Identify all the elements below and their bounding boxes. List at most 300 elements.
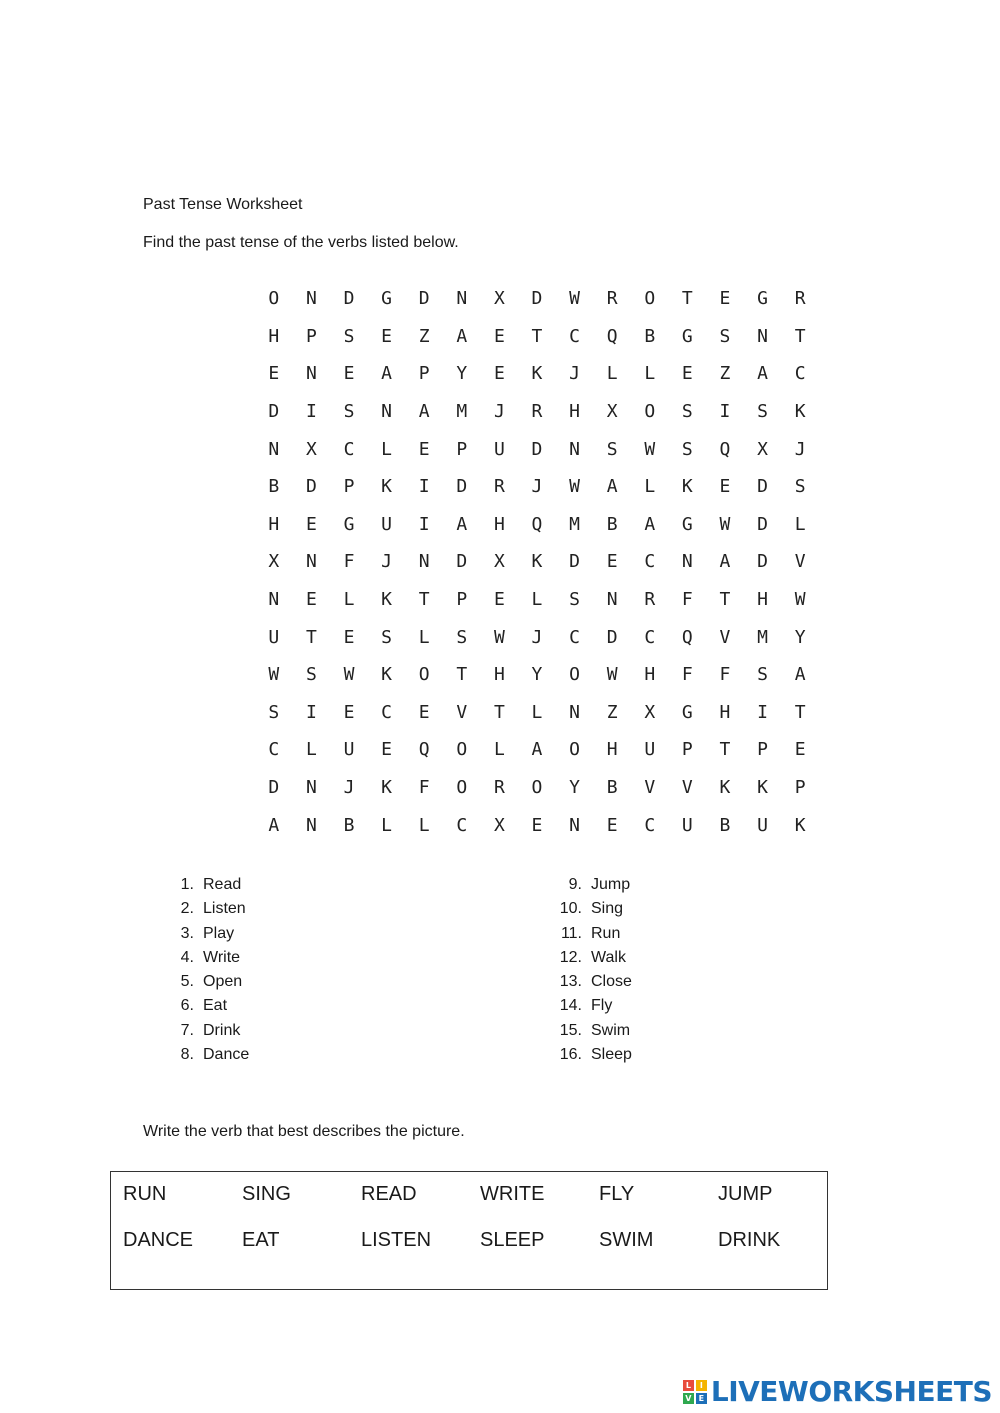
grid-letter[interactable]: F xyxy=(418,777,430,799)
grid-letter[interactable]: V xyxy=(794,551,806,573)
grid-letter[interactable]: C xyxy=(456,814,468,836)
grid-letter[interactable]: H xyxy=(644,664,656,686)
grid-letter[interactable]: X xyxy=(644,701,656,723)
grid-letter[interactable]: W xyxy=(569,288,580,310)
grid-letter[interactable]: K xyxy=(757,777,768,799)
word-list-item xyxy=(160,899,249,923)
grid-letter[interactable]: N xyxy=(569,701,580,723)
grid-letter[interactable]: L xyxy=(794,513,806,535)
item-number: 12. xyxy=(559,948,582,966)
grid-letter[interactable]: A xyxy=(606,476,618,498)
grid-letter[interactable]: F xyxy=(681,589,693,611)
grid-letter[interactable]: I xyxy=(418,476,430,498)
verb-bank-word: FLY xyxy=(599,1183,635,1205)
grid-letter[interactable]: Q xyxy=(531,513,543,535)
grid-letter[interactable]: D xyxy=(456,476,468,498)
item-word: Jump xyxy=(591,876,631,893)
word-list-item xyxy=(548,996,632,1020)
grid-letter[interactable]: Q xyxy=(418,739,430,761)
grid-letter[interactable]: S xyxy=(681,438,693,460)
item-word: Read xyxy=(203,876,242,893)
grid-letter[interactable]: Z xyxy=(719,363,731,385)
grid-letter[interactable]: J xyxy=(569,363,580,385)
grid-letter[interactable]: A xyxy=(268,814,280,836)
grid-letter[interactable]: N xyxy=(569,438,580,460)
liveworksheets-brand[interactable] xyxy=(683,1375,992,1408)
grid-letter[interactable]: N xyxy=(305,288,317,310)
grid-letter[interactable]: X xyxy=(493,288,505,310)
grid-letter[interactable]: K xyxy=(381,777,392,799)
grid-letter[interactable]: U xyxy=(268,626,280,648)
verb-bank-word: READ xyxy=(361,1183,417,1205)
grid-letter[interactable]: D xyxy=(606,626,618,648)
grid-letter[interactable]: V xyxy=(719,626,731,648)
grid-letter[interactable]: J xyxy=(381,551,392,573)
word-list-item xyxy=(548,1021,632,1045)
grid-letter[interactable]: W xyxy=(569,476,580,498)
grid-letter[interactable]: I xyxy=(305,401,317,423)
grid-letter[interactable]: E xyxy=(381,739,392,761)
grid-letter[interactable]: O xyxy=(644,288,656,310)
grid-letter[interactable]: E xyxy=(606,551,618,573)
grid-letter[interactable]: T xyxy=(418,589,430,611)
grid-letter[interactable]: P xyxy=(794,777,806,799)
grid-letter[interactable]: P xyxy=(305,325,317,347)
grid-letter[interactable]: L xyxy=(381,814,392,836)
grid-letter[interactable]: Q xyxy=(681,626,693,648)
verb-bank-word: DANCE xyxy=(123,1229,194,1251)
grid-letter[interactable]: D xyxy=(418,288,430,310)
item-number: 8. xyxy=(180,1046,194,1064)
verb-bank-box xyxy=(110,1171,828,1290)
item-number: 9. xyxy=(568,876,582,893)
grid-letter[interactable]: L xyxy=(531,701,543,723)
grid-letter[interactable]: J xyxy=(343,777,355,799)
item-word: Listen xyxy=(203,900,246,918)
grid-letter[interactable]: H xyxy=(493,664,505,686)
grid-letter[interactable]: E xyxy=(305,589,317,611)
grid-letter[interactable]: Z xyxy=(418,325,430,347)
word-list-item xyxy=(160,948,249,972)
grid-letter[interactable]: E xyxy=(719,288,731,310)
grid-letter[interactable]: K xyxy=(381,664,392,686)
grid-letter[interactable]: I xyxy=(757,701,768,723)
logo-letter-square: I xyxy=(696,1380,707,1391)
grid-letter[interactable]: X xyxy=(493,551,505,573)
grid-letter[interactable]: S xyxy=(757,664,768,686)
grid-letter[interactable]: N xyxy=(268,589,280,611)
grid-letter[interactable]: R xyxy=(531,401,543,423)
verb-bank-word: SING xyxy=(242,1183,291,1205)
item-number: 7. xyxy=(180,1021,194,1039)
word-list-right xyxy=(548,875,632,1069)
grid-letter[interactable]: E xyxy=(794,739,806,761)
verb-bank-word: LISTEN xyxy=(361,1229,432,1251)
grid-letter[interactable]: C xyxy=(569,626,580,648)
grid-letter[interactable]: S xyxy=(305,664,317,686)
grid-letter[interactable]: Y xyxy=(531,664,543,686)
grid-letter[interactable]: E xyxy=(343,701,355,723)
grid-letter[interactable]: E xyxy=(343,363,355,385)
grid-letter[interactable]: U xyxy=(644,739,656,761)
grid-letter[interactable]: K xyxy=(531,551,543,573)
grid-letter[interactable]: D xyxy=(456,551,468,573)
grid-letter[interactable]: U xyxy=(493,438,505,460)
grid-letter[interactable]: N xyxy=(268,438,280,460)
item-word: Open xyxy=(203,973,243,991)
item-word: Eat xyxy=(203,997,228,1015)
grid-letter[interactable]: E xyxy=(493,363,505,385)
grid-letter[interactable]: G xyxy=(381,288,392,310)
grid-letter[interactable]: D xyxy=(757,513,768,535)
grid-letter[interactable]: S xyxy=(456,626,468,648)
grid-letter[interactable]: X xyxy=(268,551,280,573)
verb-bank-word: RUN xyxy=(123,1183,167,1205)
grid-letter[interactable]: K xyxy=(381,476,392,498)
grid-letter[interactable]: H xyxy=(719,701,731,723)
grid-letter[interactable]: K xyxy=(531,363,543,385)
grid-letter[interactable]: A xyxy=(757,363,768,385)
liveworksheets-logo-icon xyxy=(683,1380,707,1404)
item-number: 6. xyxy=(180,997,194,1015)
grid-letter[interactable]: W xyxy=(493,626,505,648)
grid-letter[interactable]: G xyxy=(681,513,693,535)
grid-letter[interactable]: U xyxy=(757,814,768,836)
item-word: Sing xyxy=(591,900,624,918)
grid-letter[interactable]: J xyxy=(531,476,543,498)
verb-bank-word: WRITE xyxy=(480,1183,545,1205)
grid-letter[interactable]: E xyxy=(606,814,618,836)
grid-letter[interactable]: A xyxy=(381,363,392,385)
grid-letter[interactable]: R xyxy=(493,476,505,498)
grid-letter[interactable]: H xyxy=(606,739,618,761)
grid-letter[interactable]: I xyxy=(418,513,430,535)
grid-letter[interactable]: P xyxy=(757,739,768,761)
grid-letter[interactable]: L xyxy=(418,814,430,836)
grid-letter[interactable]: O xyxy=(456,739,468,761)
grid-letter[interactable]: V xyxy=(644,777,656,799)
grid-letter[interactable]: B xyxy=(343,814,355,836)
grid-letter[interactable]: A xyxy=(456,513,468,535)
grid-letter[interactable]: M xyxy=(757,626,768,648)
grid-letter[interactable]: C xyxy=(268,739,280,761)
verb-bank-row xyxy=(123,1182,837,1206)
grid-letter[interactable]: R xyxy=(644,589,656,611)
grid-letter[interactable]: L xyxy=(493,739,505,761)
grid-letter[interactable]: P xyxy=(343,476,355,498)
grid-letter[interactable]: J xyxy=(493,401,505,423)
grid-letter[interactable]: X xyxy=(606,401,618,423)
word-list-item xyxy=(160,875,249,899)
grid-letter[interactable]: J xyxy=(531,626,543,648)
grid-letter[interactable]: P xyxy=(456,589,468,611)
grid-letter[interactable]: E xyxy=(381,325,392,347)
grid-letter[interactable]: B xyxy=(606,513,618,535)
word-list-item xyxy=(548,899,632,923)
grid-letter[interactable]: N xyxy=(606,589,618,611)
item-number: 1. xyxy=(180,876,194,893)
grid-letter[interactable]: L xyxy=(606,363,618,385)
grid-letter[interactable]: W xyxy=(606,664,618,686)
item-word: Dance xyxy=(203,1046,250,1064)
grid-letter[interactable]: W xyxy=(719,513,731,535)
grid-letter[interactable]: W xyxy=(794,589,806,611)
item-word: Drink xyxy=(203,1021,241,1039)
word-list-item xyxy=(160,1021,249,1045)
grid-letter[interactable]: L xyxy=(343,589,355,611)
grid-letter[interactable]: H xyxy=(268,513,280,535)
verb-bank-word: DRINK xyxy=(718,1229,781,1251)
grid-letter[interactable]: F xyxy=(343,551,355,573)
grid-letter[interactable]: S xyxy=(381,626,392,648)
word-list-item xyxy=(548,924,632,948)
grid-letter[interactable]: O xyxy=(268,288,280,310)
grid-letter[interactable]: M xyxy=(569,513,580,535)
grid-letter[interactable]: B xyxy=(268,476,280,498)
grid-letter[interactable]: S xyxy=(343,401,355,423)
grid-letter[interactable]: T xyxy=(305,626,317,648)
grid-letter[interactable]: G xyxy=(681,701,693,723)
grid-letter[interactable]: G xyxy=(343,513,355,535)
grid-letter[interactable]: S xyxy=(606,438,618,460)
grid-letter[interactable]: N xyxy=(305,363,317,385)
item-number: 16. xyxy=(559,1046,582,1064)
grid-letter[interactable]: A xyxy=(418,401,430,423)
word-list-item xyxy=(548,875,632,899)
grid-letter[interactable]: D xyxy=(305,476,317,498)
verb-bank-word: EAT xyxy=(242,1229,280,1251)
grid-letter[interactable]: J xyxy=(794,438,806,460)
grid-letter[interactable]: O xyxy=(569,664,580,686)
grid-letter[interactable]: D xyxy=(268,777,280,799)
grid-letter[interactable]: H xyxy=(493,513,505,535)
word-list-item xyxy=(160,924,249,948)
grid-letter[interactable]: N xyxy=(569,814,580,836)
grid-letter[interactable]: Y xyxy=(456,363,468,385)
page-title: Past Tense Worksheet xyxy=(143,196,303,213)
grid-letter[interactable]: U xyxy=(681,814,693,836)
grid-letter[interactable]: B xyxy=(644,325,656,347)
word-list-item xyxy=(548,948,632,972)
grid-letter[interactable]: K xyxy=(794,401,806,423)
grid-letter[interactable]: P xyxy=(456,438,468,460)
grid-letter[interactable]: N xyxy=(305,551,317,573)
grid-letter[interactable]: T xyxy=(493,701,505,723)
grid-letter[interactable]: E xyxy=(493,325,505,347)
picture-instruction: Write the verb that best describes the picture. xyxy=(143,1123,465,1140)
grid-letter[interactable]: E xyxy=(418,701,430,723)
item-word: Play xyxy=(203,924,235,942)
verb-bank-word: SLEEP xyxy=(480,1229,545,1251)
grid-letter[interactable]: S xyxy=(569,589,580,611)
grid-letter[interactable]: Z xyxy=(606,701,618,723)
grid-letter[interactable]: D xyxy=(569,551,580,573)
grid-letter[interactable]: V xyxy=(681,777,693,799)
grid-letter[interactable]: O xyxy=(644,401,656,423)
grid-letter[interactable]: E xyxy=(418,438,430,460)
grid-letter[interactable]: I xyxy=(719,401,731,423)
grid-letter[interactable]: Q xyxy=(719,438,731,460)
verb-bank-word: SWIM xyxy=(599,1229,654,1251)
grid-letter[interactable]: T xyxy=(681,288,693,310)
grid-letter[interactable]: S xyxy=(757,401,768,423)
grid-letter[interactable]: S xyxy=(681,401,693,423)
grid-letter[interactable]: X xyxy=(493,814,505,836)
grid-letter[interactable]: H xyxy=(268,325,280,347)
word-list-item xyxy=(548,1045,632,1069)
grid-letter[interactable]: E xyxy=(531,814,543,836)
grid-letter[interactable]: O xyxy=(418,664,430,686)
grid-letter[interactable]: T xyxy=(531,325,543,347)
grid-letter[interactable]: L xyxy=(381,438,392,460)
grid-letter[interactable]: B xyxy=(719,814,731,836)
grid-letter[interactable]: E xyxy=(493,589,505,611)
grid-letter[interactable]: R xyxy=(493,777,505,799)
grid-letter[interactable]: C xyxy=(794,363,806,385)
item-word: Write xyxy=(203,948,241,966)
grid-letter[interactable]: T xyxy=(719,589,731,611)
grid-letter[interactable]: K xyxy=(719,777,731,799)
item-word: Walk xyxy=(591,948,626,966)
grid-letter[interactable]: D xyxy=(757,476,768,498)
grid-letter[interactable]: N xyxy=(418,551,430,573)
grid-letter[interactable]: G xyxy=(757,288,768,310)
grid-letter[interactable]: E xyxy=(719,476,731,498)
grid-letter[interactable]: E xyxy=(681,363,693,385)
grid-letter[interactable]: Q xyxy=(606,325,618,347)
grid-letter[interactable]: C xyxy=(644,551,656,573)
grid-letter[interactable]: N xyxy=(305,777,317,799)
grid-letter[interactable]: N xyxy=(381,401,392,423)
word-list-item xyxy=(160,972,249,996)
grid-letter[interactable]: K xyxy=(381,589,392,611)
item-number: 13. xyxy=(559,973,582,991)
grid-letter[interactable]: U xyxy=(381,513,392,535)
item-word: Fly xyxy=(591,997,613,1015)
grid-letter[interactable]: L xyxy=(305,739,317,761)
grid-letter[interactable]: A xyxy=(456,325,468,347)
grid-letter[interactable]: N xyxy=(681,551,693,573)
grid-letter[interactable]: O xyxy=(531,777,543,799)
grid-letter[interactable]: W xyxy=(268,664,280,686)
logo-letter-square: L xyxy=(683,1380,694,1391)
grid-letter[interactable]: L xyxy=(531,589,543,611)
grid-letter[interactable]: T xyxy=(456,664,468,686)
logo-letter-square: V xyxy=(683,1393,694,1404)
word-search-grid xyxy=(255,280,819,844)
grid-letter[interactable]: W xyxy=(343,664,355,686)
grid-letter[interactable]: C xyxy=(343,438,355,460)
grid-letter[interactable]: E xyxy=(305,513,317,535)
grid-letter[interactable]: C xyxy=(569,325,580,347)
grid-letter[interactable]: H xyxy=(569,401,580,423)
brand-text: LIVEWORKSHEETS xyxy=(710,1375,992,1408)
item-number: 14. xyxy=(559,997,582,1015)
grid-letter[interactable]: E xyxy=(268,363,280,385)
grid-letter[interactable]: C xyxy=(644,626,656,648)
grid-letter[interactable]: I xyxy=(305,701,317,723)
grid-letter[interactable]: V xyxy=(456,701,468,723)
grid-letter[interactable]: F xyxy=(719,664,731,686)
grid-letter[interactable]: A xyxy=(794,664,806,686)
item-word: Close xyxy=(591,973,632,991)
item-word: Run xyxy=(591,924,621,942)
grid-letter[interactable]: S xyxy=(343,325,355,347)
logo-letter-square: E xyxy=(696,1393,707,1404)
grid-letter[interactable]: S xyxy=(794,476,806,498)
grid-letter[interactable]: P xyxy=(418,363,430,385)
grid-letter[interactable]: C xyxy=(381,701,392,723)
item-word: Swim xyxy=(591,1021,631,1039)
item-number: 15. xyxy=(559,1021,582,1039)
grid-letter[interactable]: K xyxy=(794,814,806,836)
item-word: Sleep xyxy=(591,1046,632,1064)
grid-letter[interactable]: D xyxy=(343,288,355,310)
item-number: 10. xyxy=(559,900,582,918)
grid-letter[interactable]: E xyxy=(343,626,355,648)
grid-letter[interactable]: D xyxy=(757,551,768,573)
grid-letter[interactable]: H xyxy=(757,589,768,611)
grid-letter[interactable]: L xyxy=(644,363,656,385)
word-list-item xyxy=(160,1045,249,1069)
grid-letter[interactable]: D xyxy=(268,401,280,423)
word-search-instruction: Find the past tense of the verbs listed below. xyxy=(143,234,459,251)
grid-letter[interactable]: L xyxy=(644,476,656,498)
item-number: 11. xyxy=(560,924,582,942)
grid-letter[interactable]: A xyxy=(719,551,731,573)
grid-letter[interactable]: G xyxy=(681,325,693,347)
grid-letter[interactable]: Y xyxy=(794,626,806,648)
grid-letter[interactable]: D xyxy=(531,288,543,310)
grid-letter[interactable]: O xyxy=(569,739,580,761)
grid-letter[interactable]: M xyxy=(456,401,468,423)
grid-letter[interactable]: K xyxy=(681,476,693,498)
grid-letter[interactable]: R xyxy=(606,288,618,310)
grid-letter[interactable]: X xyxy=(757,438,768,460)
grid-letter[interactable]: B xyxy=(606,777,618,799)
grid-letter[interactable]: N xyxy=(757,325,768,347)
grid-letter[interactable]: T xyxy=(719,739,731,761)
grid-letter[interactable]: L xyxy=(418,626,430,648)
grid-letter[interactable]: X xyxy=(305,438,317,460)
grid-letter[interactable]: A xyxy=(531,739,543,761)
grid-letter[interactable]: Y xyxy=(569,777,580,799)
grid-letter[interactable]: S xyxy=(268,701,280,723)
grid-letter[interactable]: N xyxy=(456,288,468,310)
grid-letter[interactable]: S xyxy=(719,325,731,347)
verb-bank-row xyxy=(123,1228,837,1252)
grid-letter[interactable]: C xyxy=(644,814,656,836)
grid-letter[interactable]: A xyxy=(644,513,656,535)
word-list-item xyxy=(160,996,249,1020)
grid-letter[interactable]: O xyxy=(456,777,468,799)
grid-letter[interactable]: W xyxy=(644,438,656,460)
item-number: 2. xyxy=(180,900,194,918)
grid-letter[interactable]: T xyxy=(794,701,806,723)
word-list-item xyxy=(548,972,632,996)
item-number: 5. xyxy=(180,973,194,991)
word-list-left xyxy=(160,875,249,1069)
grid-letter[interactable]: F xyxy=(681,664,693,686)
grid-letter[interactable]: R xyxy=(794,288,806,310)
grid-letter[interactable]: T xyxy=(794,325,806,347)
grid-letter[interactable]: D xyxy=(531,438,543,460)
item-number: 4. xyxy=(180,948,194,966)
grid-letter[interactable]: P xyxy=(681,739,693,761)
grid-letter[interactable]: U xyxy=(343,739,355,761)
item-number: 3. xyxy=(180,924,194,942)
grid-letter[interactable]: N xyxy=(305,814,317,836)
